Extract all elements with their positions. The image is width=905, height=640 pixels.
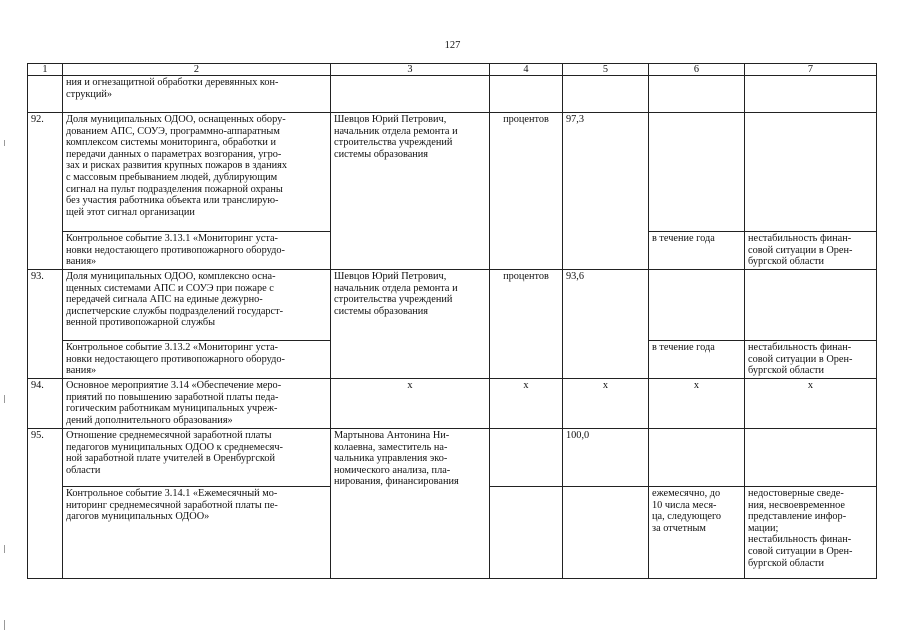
value: 100,0 [563, 429, 649, 487]
column-header: 5 [563, 64, 649, 76]
row-number: 94. [28, 379, 63, 429]
plan-table [27, 63, 877, 579]
indicator-name: Доля муниципальных ОДОО, оснащенных обору- дованием АПС, СОУЭ, программно-аппаратным комплексом системы мониторинга, обработки и передачи данных о параметрах возгорания, угро- зах и рисках развития крупных пожаров в зданиях с массовым пребыванием людей, дублирующим сигнал на пульт подразделения пожарной охраны без участия работника объекта или транслирую- щей этот сигнал организации [63, 113, 331, 232]
responsible: Шевцов Юрий Петрович, начальник отдела ремонта и строительства учреждений системы образования [331, 113, 490, 270]
responsible: Шевцов Юрий Петрович, начальник отдела ремонта и строительства учреждений системы образования [331, 270, 490, 379]
table-row [28, 76, 877, 113]
column-header: 4 [490, 64, 563, 76]
scan-mark [4, 545, 5, 553]
row-number: 95. [28, 429, 63, 579]
risk: нестабильность финан- совой ситуации в Орен- бургской области [745, 341, 877, 379]
page-number: 127 [444, 40, 461, 51]
cell-text: ния и огнезащитной обработки деревянных кон- струкций» [63, 76, 331, 113]
responsible: Мартынова Антонина Ни- колаевна, заместитель на- чальника управления эко- номического анализа, пла- нирования, финансирования [331, 429, 490, 579]
row-number: 93. [28, 270, 63, 379]
cell-x: x [745, 379, 877, 429]
scan-mark [4, 395, 5, 403]
term: ежемесячно, до 10 числа меся- ца, следующего за отчетным [649, 487, 745, 579]
risk: недостоверные сведе- ния, несвоевременное представление инфор- мации; нестабильность финан- совой ситуации в Орен- бургской области [745, 487, 877, 579]
scan-mark [4, 620, 5, 630]
header-row [28, 64, 877, 76]
indicator-name: Отношение среднемесячной заработной платы педагогов муниципальных ОДОО к среднемесяч- ной заработной плате учителей в Оренбургской области [63, 429, 331, 487]
table-row [28, 379, 877, 429]
cell-x: x [563, 379, 649, 429]
column-header: 3 [331, 64, 490, 76]
value: 93,6 [563, 270, 649, 341]
column-header: 2 [63, 64, 331, 76]
term: в течение года [649, 232, 745, 270]
control-event: Контрольное событие 3.14.1 «Ежемесячный мо- ниторинг среднемесячной заработной платы пе- дагогов муниципальных ОДОО» [63, 487, 331, 579]
indicator-name: Основное мероприятие 3.14 «Обеспечение меро- приятий по повышению заработной платы педа- гогическим работникам муниципальных учреж- дений дополнительного образования» [63, 379, 331, 429]
control-event: Контрольное событие 3.13.2 «Мониторинг уста- новки недостающего противопожарного оборудо- вания» [63, 341, 331, 379]
indicator-name: Доля муниципальных ОДОО, комплексно осна- щенных системами АПС и СОУЭ при пожаре с передачей сигнала АПС на единые дежурно- диспетчерские службы подразделений государст- венной противопожарной службы [63, 270, 331, 341]
table-row [28, 270, 877, 341]
scan-mark [4, 140, 5, 146]
cell-x: x [331, 379, 490, 429]
table-row [28, 429, 877, 487]
column-header: 6 [649, 64, 745, 76]
cell-x: x [490, 379, 563, 429]
row-number: 92. [28, 113, 63, 270]
cell-x: x [649, 379, 745, 429]
column-header: 7 [745, 64, 877, 76]
unit: процентов [490, 113, 563, 232]
unit: процентов [490, 270, 563, 341]
column-header: 1 [28, 64, 63, 76]
table-row [28, 113, 877, 232]
term: в течение года [649, 341, 745, 379]
risk: нестабильность финан- совой ситуации в Орен- бургской области [745, 232, 877, 270]
value: 97,3 [563, 113, 649, 232]
control-event: Контрольное событие 3.13.1 «Мониторинг уста- новки недостающего противопожарного оборудо- вания» [63, 232, 331, 270]
